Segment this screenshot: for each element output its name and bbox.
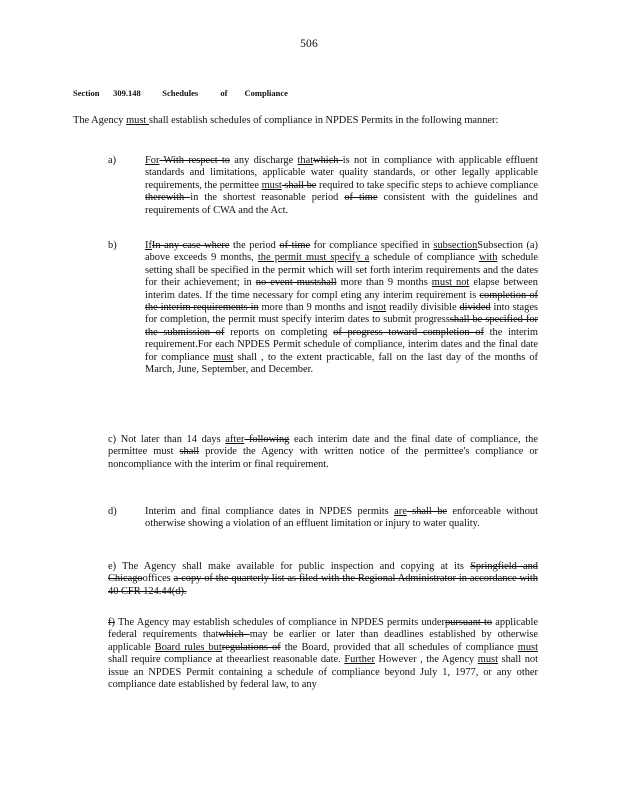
inserted-text: not <box>372 302 387 314</box>
inserted-text: must <box>517 641 538 653</box>
section-title-word: Compliance <box>244 88 288 98</box>
body-text: offices <box>142 573 174 585</box>
deleted-text: following <box>244 434 290 445</box>
body-text: any discharge <box>230 155 298 166</box>
subsection-paragraph <box>108 434 538 471</box>
deleted-text: of progress toward completion of <box>333 326 484 338</box>
body-text: readily divisible <box>386 302 460 314</box>
deleted-text: In any case where <box>151 240 230 251</box>
section-label: Section <box>73 88 100 98</box>
body-text: schedule of compliance <box>369 252 479 264</box>
body-text: in the shortest reasonable period <box>190 192 345 204</box>
body-text: enforceable without otherwise showing a violation of an effluent limitation or injury to water quality. <box>145 506 538 530</box>
body-text: c) Not later than 14 days <box>108 434 226 445</box>
deleted-text: With respect to <box>159 155 230 166</box>
inserted-text: are <box>394 506 407 517</box>
inserted-text: Board rules but <box>154 641 222 653</box>
subsection-label: b) <box>108 240 117 251</box>
inserted-text: the permit must specify a <box>257 252 370 264</box>
body-text: more than 9 months and is <box>258 302 373 314</box>
deleted-text: no event mustshall <box>255 277 337 289</box>
body-text: e) The Agency shall make available for public inspection and copying at its <box>108 561 471 572</box>
subsection-paragraph <box>108 155 538 217</box>
deleted-text: a copy of the quarterly list as filed with the Regional Administrator in accordance with 40 CFR 124.44(d). <box>108 573 538 597</box>
inserted-text: that <box>297 155 314 166</box>
inserted-text: must <box>213 351 234 363</box>
body-text: the period <box>229 240 280 251</box>
deleted-text: divided <box>459 302 491 314</box>
deleted-text: completion of the interim requirements in <box>145 289 538 314</box>
body-text: more than 9 months <box>336 277 432 289</box>
subsection-paragraph <box>108 561 538 598</box>
body-text: Interim and final compliance dates in NPDES permits <box>145 506 395 517</box>
subsection-text <box>145 506 538 531</box>
subsection-text <box>108 434 538 471</box>
inserted-text: For <box>145 155 160 166</box>
subsection-text <box>145 155 538 217</box>
deleted-text: which <box>218 629 250 641</box>
inserted-text: after <box>225 434 245 445</box>
inserted-text: Further <box>344 654 375 666</box>
inserted-text: subsection <box>433 240 478 251</box>
body-text: provide the Agency with written notice of the permittee's compliance or noncompliance with the interim or final requirement. <box>108 446 538 470</box>
subsection-paragraph <box>108 240 538 376</box>
body-text: schedule setting shall be specified in the permit which will set forth interim requirements and the dates for their achievement; in <box>145 252 538 289</box>
body-text: is not in compliance with applicable effluent standards and limitations, applicable water quality standards, or other legally applicable requirements, the permittee <box>145 155 539 191</box>
deleted-text: therewith <box>145 192 191 204</box>
subsection-text <box>145 240 538 376</box>
body-text: shall establish schedules of compliance in NPDES Permits in the following manner: <box>148 115 499 126</box>
body-text: the Board, provided that all schedules of compliance <box>280 641 518 653</box>
body-text: required to take specific steps to achieve compliance <box>316 179 538 191</box>
deleted-text: regulations of <box>221 641 281 653</box>
body-text: applicable federal requirements that <box>108 617 539 641</box>
subsection-paragraph <box>108 617 538 691</box>
deleted-text: which <box>313 155 343 166</box>
body-text: into stages for completion, the permit must specify interim dates to submit progress <box>145 302 538 326</box>
body-text: shall not issue an NPDES Permit containing a schedule of compliance beyond July 1, 1977, or any other compliance date established by federal law, to any <box>108 654 539 691</box>
inserted-text: must <box>126 115 149 126</box>
subsection-label: a) <box>108 155 117 166</box>
body-text: consistent with the guidelines and requirements of CWA and the Act. <box>145 192 538 216</box>
subsection-label: d) <box>108 506 117 517</box>
body-text: The Agency may establish schedules of compliance in NPDES permits under <box>114 617 445 628</box>
body-text: for compliance specified in <box>310 240 434 251</box>
section-title-word: of <box>220 88 228 98</box>
inserted-text: must not <box>431 277 470 289</box>
section-number: 309.148 <box>113 88 141 98</box>
body-text: each interim date and the final date of compliance, the permittee must <box>108 434 538 458</box>
body-text: shall , to the extent practicable, fall on the last day of the months of March, June, September, and December. <box>145 351 538 376</box>
deleted-text: of time <box>279 240 311 251</box>
subsection-paragraph <box>108 506 538 531</box>
body-text: shall require compliance at theearliest reasonable date. <box>108 654 345 666</box>
deleted-text: Springfield and Chicago <box>108 561 538 585</box>
deleted-text: pursuant to <box>445 617 493 628</box>
section-title-word: Schedules <box>162 88 199 98</box>
body-text: Subsection (a) above exceeds 9 months, <box>145 240 538 264</box>
deleted-text: shall be <box>406 506 448 517</box>
inserted-text: If <box>145 240 152 251</box>
deleted-text: shall <box>179 446 200 458</box>
body-text: elapse between interim dates. If the time necessary for compl eting any interim requirement is <box>145 277 538 301</box>
subsection-text <box>108 561 538 598</box>
deleted-text: shall be specified for the submission of <box>145 314 538 338</box>
section-heading <box>73 88 288 98</box>
intro-paragraph <box>73 115 543 127</box>
body-text: However , the Agency <box>374 654 478 666</box>
subsection-text <box>108 617 538 691</box>
inserted-text: must <box>261 179 282 191</box>
body-text: may be earlier or later than deadlines established by otherwise applicable <box>108 629 539 653</box>
page-number: 506 <box>300 38 318 50</box>
body-text: the interim requirement.For each NPDES Permit schedule of compliance, interim dates and the final date for compliance <box>145 326 538 363</box>
body-text: reports on completing <box>224 326 334 338</box>
deleted-text: shall be <box>281 179 317 191</box>
inserted-text: with <box>478 252 498 264</box>
body-text: The Agency <box>73 115 127 126</box>
inserted-text: must <box>477 654 498 666</box>
deleted-text: f) <box>108 617 115 628</box>
deleted-text: of time <box>344 192 378 204</box>
